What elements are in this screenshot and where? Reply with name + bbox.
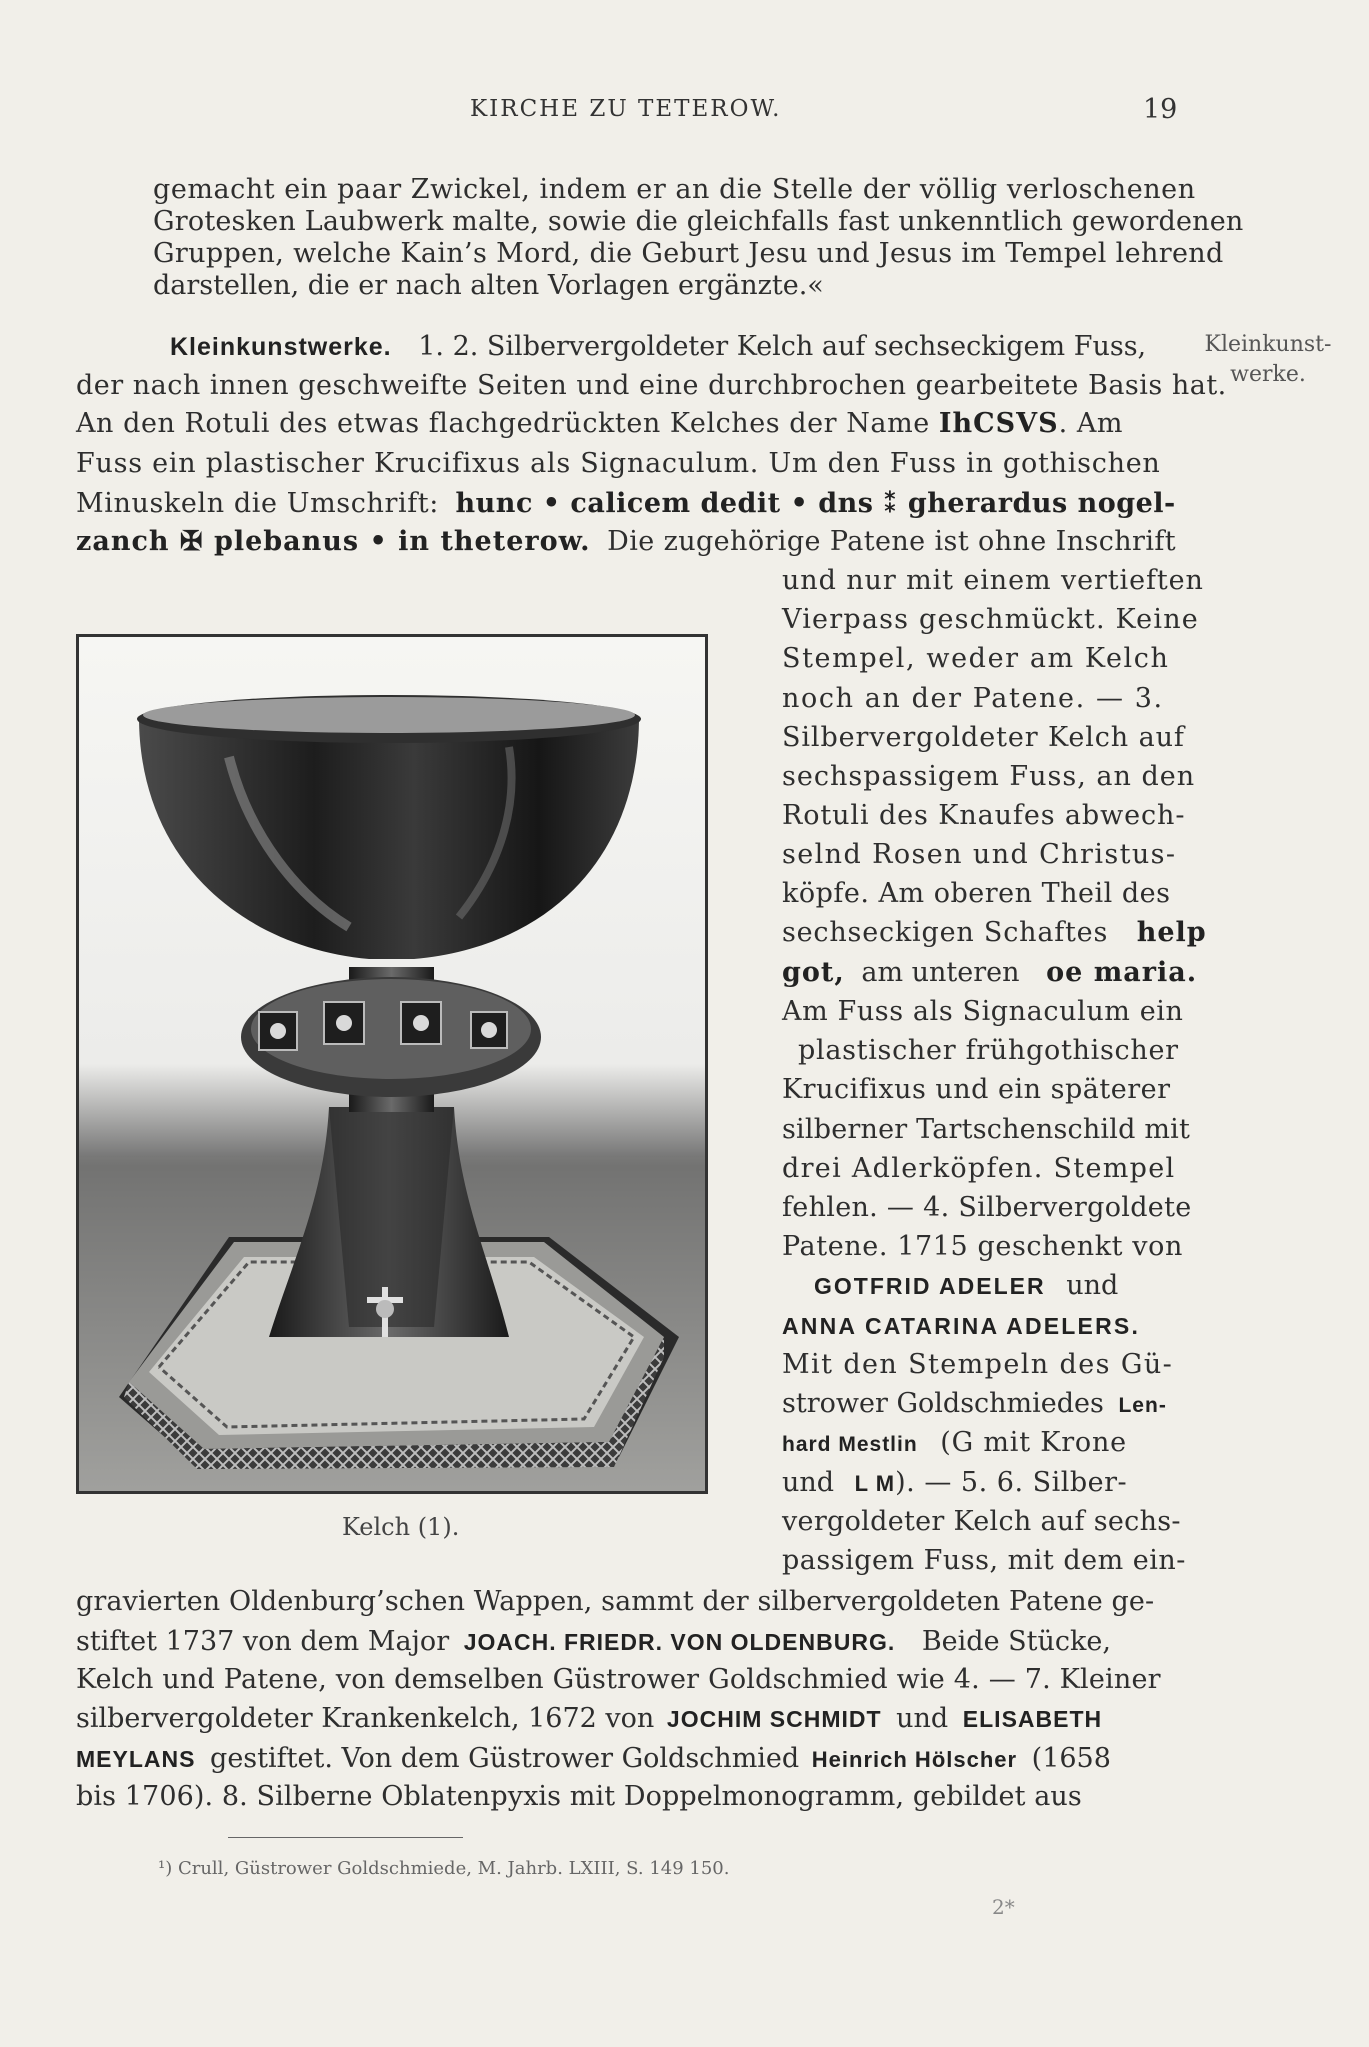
gothic-inscription: zanch ✠ plebanus • in theterow. — [76, 526, 591, 557]
text-line: Grotesken Laubwerk malte, sowie die gleichfalls fast unkenntlich gewordenen — [153, 206, 1244, 237]
column-line: passigem Fuss, mit dem ein- — [782, 1545, 1186, 1576]
text-line: gravierten Oldenburg’schen Wappen, sammt der silbervergoldeten Patene ge- — [76, 1586, 1155, 1617]
text-span: sechseckigen Schaftes — [782, 917, 1109, 948]
text-span: 1. 2. Silbervergoldeter Kelch auf sechseckigem Fuss, — [418, 331, 1147, 362]
text-span: silbervergoldeter Krankenkelch, 1672 von — [76, 1703, 655, 1734]
column-line — [782, 1426, 1127, 1462]
donor-name: ANNA CATARINA ADELERS. — [782, 1313, 1141, 1339]
gothic-name: IhCSVS — [938, 408, 1059, 439]
sheet-signature: 2* — [992, 1895, 1015, 1919]
text-span: gestiftet. Von dem Güstrower Goldschmied — [210, 1743, 800, 1774]
column-line — [782, 1466, 1127, 1501]
figure-caption: Kelch (1). — [342, 1513, 460, 1541]
margin-note-line: Kleinkunst- — [1204, 332, 1332, 357]
page-number: 19 — [1143, 94, 1178, 125]
text-span: stiftet 1737 von dem Major — [76, 1626, 450, 1657]
donor-name: MEYLANS — [76, 1746, 196, 1772]
column-line: und nur mit einem vertieften — [782, 565, 1204, 596]
text-line: der nach innen geschweifte Seiten und eine durchbrochen gearbeitete Basis hat. — [76, 370, 1227, 401]
column-line: noch an der Patene. — 3. — [782, 683, 1164, 714]
section-line — [170, 330, 1146, 364]
footnote-rule — [228, 1837, 463, 1838]
text-span: (1658 — [1031, 1743, 1111, 1774]
text-line: bis 1706). 8. Silberne Oblatenpyxis mit Doppelmonogramm, gebildet aus — [76, 1781, 1082, 1812]
text-line: Gruppen, welche Kain’s Mord, die Geburt Jesu und Jesus im Tempel lehrend — [153, 238, 1224, 269]
column-line — [782, 956, 1197, 990]
text-span: strower Goldschmiedes — [782, 1388, 1104, 1419]
column-line — [782, 916, 1207, 950]
goldsmith-name: Heinrich Hölscher — [811, 1747, 1018, 1772]
column-line — [782, 1387, 1167, 1423]
section-heading: Kleinkunstwerke. — [170, 333, 392, 361]
column-line: Stempel, weder am Kelch — [782, 643, 1170, 674]
column-line: Silbervergoldeter Kelch auf — [782, 722, 1185, 753]
column-line — [782, 1309, 1140, 1343]
text-span: (G mit Krone — [940, 1427, 1127, 1458]
goldsmith-name: hard Mestlin — [782, 1433, 918, 1456]
text-span: ). — 5. 6. Silber- — [895, 1467, 1128, 1498]
gothic-word: got, — [782, 957, 845, 988]
text-line — [76, 487, 1176, 521]
column-line: fehlen. — 4. Silbervergoldete — [782, 1192, 1192, 1223]
column-line: drei Adlerköpfen. Stempel — [782, 1153, 1176, 1184]
column-line: Krucifixus und ein späterer — [782, 1074, 1171, 1105]
text-line: gemacht ein paar Zwickel, indem er an die Stelle der völlig verloschenen — [153, 174, 1196, 205]
text-span: Beide Stücke, — [921, 1626, 1111, 1657]
column-line: vergoldeter Kelch auf sechs- — [782, 1506, 1181, 1537]
donor-name: JOACH. FRIEDR. VON OLDENBURG. — [463, 1629, 896, 1655]
column-line — [814, 1269, 1118, 1303]
text-line — [76, 407, 1123, 441]
column-line: Vierpass geschmückt. Keine — [782, 604, 1199, 635]
text-span: und — [1066, 1270, 1119, 1301]
column-line: Patene. 1715 geschenkt von — [782, 1231, 1183, 1262]
gothic-word: oe maria. — [1046, 957, 1198, 988]
footnote: ¹) Crull, Güstrower Goldschmiede, M. Jahrb. LXIII, S. 149 150. — [158, 1858, 730, 1879]
text-span: und — [896, 1703, 949, 1734]
column-line: plastischer frühgothischer — [798, 1035, 1179, 1066]
column-line: köpfe. Am oberen Theil des — [782, 878, 1171, 909]
running-head: KIRCHE ZU TETEROW. — [470, 96, 782, 122]
margin-note — [1193, 330, 1343, 390]
text-line — [76, 525, 1176, 559]
text-span: Die zugehörige Patene ist ohne Inschrift — [607, 526, 1177, 557]
column-line: silberner Tartschenschild mit — [782, 1114, 1191, 1145]
chalice-photograph — [76, 634, 708, 1494]
column-line: Am Fuss als Signaculum ein — [782, 996, 1184, 1027]
column-line: sechspassigem Fuss, an den — [782, 761, 1196, 792]
text-span: am unteren — [861, 957, 1020, 988]
gothic-word: help — [1136, 917, 1207, 948]
text-line: Fuss ein plastischer Krucifixus als Signaculum. Um den Fuss in gothischen — [76, 448, 1161, 479]
donor-name: JOCHIM SCHMIDT — [666, 1706, 882, 1732]
gothic-inscription: hunc • calicem dedit • dns ⁑ gherardus nogel- — [455, 488, 1176, 519]
text-span: An den Rotuli des etwas flachgedrückten Kelches der Name — [76, 408, 930, 439]
text-line — [76, 1625, 1111, 1659]
text-span: und — [782, 1467, 835, 1498]
goldsmith-name: Len- — [1118, 1394, 1167, 1417]
hallmark: L M — [854, 1471, 896, 1496]
column-line: selnd Rosen und Christus- — [782, 839, 1177, 870]
donor-name: GOTFRID ADELER — [814, 1273, 1046, 1299]
text-span: . Am — [1058, 408, 1124, 439]
text-line — [76, 1742, 1111, 1777]
donor-name: ELISABETH — [962, 1706, 1103, 1732]
text-span: Minuskeln die Umschrift: — [76, 488, 439, 519]
column-line: Rotuli des Knaufes abwech- — [782, 800, 1186, 831]
text-line — [76, 1702, 1102, 1736]
chalice-image — [79, 637, 705, 1491]
text-line: darstellen, die er nach alten Vorlagen ergänzte.« — [153, 270, 824, 301]
column-line: Mit den Stempeln des Gü- — [782, 1349, 1174, 1380]
text-line: Kelch und Patene, von demselben Güstrower Goldschmied wie 4. — 7. Kleiner — [76, 1664, 1161, 1695]
margin-note-line: werke. — [1230, 362, 1306, 387]
